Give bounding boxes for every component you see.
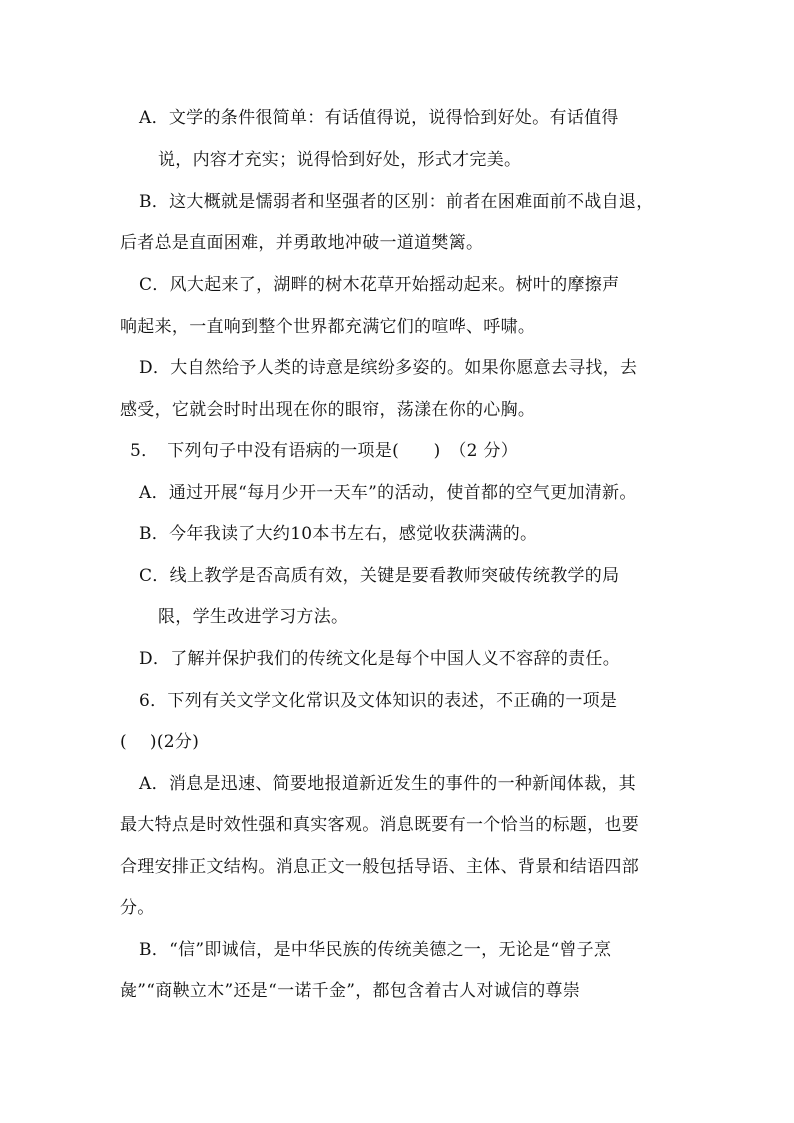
question-5-option-a: A．通过开展“每月少开一天车”的活动，使首都的空气更加清新。 [139,483,637,503]
question-5-stem: 5． 下列句子中没有语病的一项是( ) （2 分） [130,441,519,461]
question-6-option-b-2: 彘”“商鞅立木”还是“一诺千金”，都包含着古人对诚信的尊崇 [120,981,581,1001]
line-option-b-2: 后者总是直面困难，并勇敢地冲破一道道樊篱。 [120,233,484,253]
question-6-stem-1: 6．下列有关文学文化常识及文体知识的表述，不正确的一项是 [139,691,618,711]
line-option-d-2: 感受，它就会时时出现在你的眼帘，荡漾在你的心胸。 [120,400,536,420]
question-5-option-c-2: 限，学生改进学习方法。 [158,607,349,627]
question-6-option-a-4: 分。 [120,898,155,918]
question-6-option-a-3: 合理安排正文结构。消息正文一般包括导语、主体、背景和结语四部 [120,857,639,877]
question-5-option-d: D．了解并保护我们的传统文化是每个中国人义不容辞的责任。 [139,649,621,669]
question-6-option-b-1: B．“信”即诚信，是中华民族的传统美德之一，无论是“曾子烹 [139,940,612,960]
line-option-b-1: B．这大概就是懦弱者和坚强者的区别：前者在困难面前不战自退， [139,192,654,212]
line-option-c-1: C．风大起来了，湖畔的树木花草开始摇动起来。树叶的摩擦声 [139,275,620,295]
line-option-a-1: A．文学的条件很简单：有话值得说，说得恰到好处。有话值得 [139,108,619,128]
line-option-d-1: D．大自然给予人类的诗意是缤纷多姿的。如果你愿意去寻找，去 [139,358,638,378]
question-6-stem-2: ( )(2分) [120,732,200,752]
question-5-option-c-1: C．线上教学是否高质有效，关键是要看教师突破传统教学的局 [139,566,620,586]
question-5-option-b: B．今年我读了大约10本书左右，感觉收获满满的。 [139,524,538,544]
question-6-option-a-1: A．消息是迅速、简要地报道新近发生的事件的一种新闻体裁，其 [139,774,636,794]
line-option-a-2: 说，内容才充实；说得恰到好处，形式才完美。 [158,150,522,170]
question-6-option-a-2: 最大特点是时效性强和真实客观。消息既要有一个恰当的标题，也要 [120,815,639,835]
line-option-c-2: 响起来，一直响到整个世界都充满它们的喧哗、呼啸。 [120,317,536,337]
